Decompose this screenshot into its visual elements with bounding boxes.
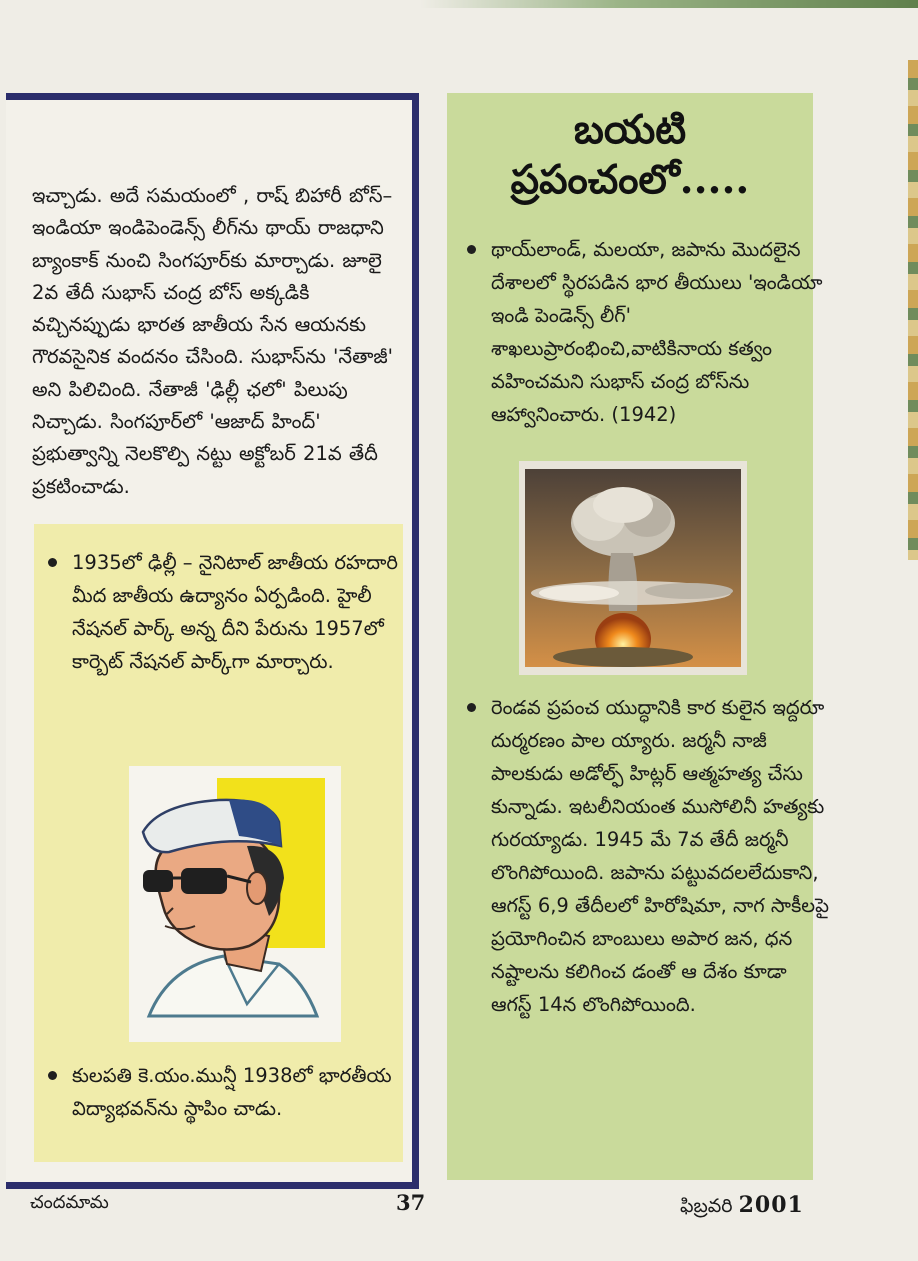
portrait-illustration-icon <box>129 766 341 1042</box>
mushroom-cloud-icon <box>519 461 747 675</box>
right-panel <box>447 93 829 1180</box>
section-title-line-1: బయటి <box>573 106 687 153</box>
left-bullet-1: 1935లో ఢిల్లీ – నైనిటాల్ జాతీయ రహదారి మీద జాతీయ ఉద్యానం ఏర్పడింది. హైలీ నేషనల్ పార్క్ అన్న దీని పేరును 1957లో కార్బెట్ నేషనల్ పార్క్‌గా మార్చారు. <box>38 546 424 678</box>
page-number: 37 <box>396 1190 426 1215</box>
top-edge-strip <box>420 0 918 8</box>
left-paragraph-block <box>32 180 404 503</box>
section-title <box>447 105 813 205</box>
right-bullet-1: థాయ్‌లాండ్, మలయా, జపాను మొదలైన దేశాలలో స్థిరపడిన భార తీయులు 'ఇండియా ఇండి పెండెన్స్ లీగ్' శాఖలుప్రారంభించి,వాటికినాయ కత్వం వహించమని సుభాస్ చంద్ర బోస్‌ను ఆహ్వానించారు. (1942) <box>457 233 829 431</box>
bomb-svg <box>519 461 747 675</box>
section-title-line-2: ప్రపంచంలో..... <box>510 156 750 203</box>
left-paragraph: ఇచ్చాడు. అదే సమయంలో , రాష్ బిహారీ బోస్–ఇండియా ఇండిపెండెన్స్ లీగ్‌ను థాయ్ రాజధాని బ్యాంకాక్ నుంచి సింగపూర్‌కు మార్చాడు. జూలై 2వ తేదీ సుభాస్ చంద్ర బోస్ అక్కడికి వచ్చినప్పుడు భారత జాతీయ సేన ఆయనకు గౌరవసైనిక వందనం చేసింది. సుభాస్‌ను 'నేతాజీ' అని పిలిచింది. నేతాజీ 'ఢిల్లీ ఛలో' పిలుపు నిచ్చాడు. సింగపూర్‌లో 'ఆజాద్ హింద్' ప్రభుత్వాన్ని నెలకొల్పి నట్టు అక్టోబర్ 21వ తేదీ ప్రకటించాడు. <box>32 184 394 498</box>
page-edge-decoration <box>908 60 918 560</box>
issue-month: ఫిబ్రవరి <box>680 1195 733 1217</box>
issue-date <box>680 1192 804 1222</box>
magazine-name: చందమామ <box>30 1192 109 1213</box>
issue-year: 2001 <box>738 1192 804 1218</box>
left-highlight-box <box>34 524 403 1162</box>
left-panel <box>6 93 419 1189</box>
portrait-svg <box>129 766 341 1042</box>
left-bullet-2: కులపతి కె.యం.మున్షీ 1938లో భారతీయ విద్యాభవన్‌ను స్థాపిం చాడు. <box>38 1059 424 1125</box>
right-bullet-2: రెండవ ప్రపంచ యుద్ధానికి కార కులైన ఇద్దరూ దుర్మరణం పాల య్యారు. జర్మనీ నాజీ పాలకుడు అడోల్ఫ్ హిట్లర్ ఆత్మహత్య చేసు కున్నాడు. ఇటలీనియంత ముసోలినీ హత్యకు గురయ్యాడు. 1945 మే 7వ తేదీ జర్మనీ లొంగిపోయింది. జపాను పట్టువదలలేదుకాని, ఆగస్ట్ 6,9 తేదీలలో హిరోషిమా, నాగ సాకీలపై ప్రయోగించిన బాంబులు అపార జన, ధన నష్టాలను కలిగించ డంతో ఆ దేశం కూడా ఆగస్ట్ 14న లొంగిపోయింది. <box>457 691 829 1021</box>
